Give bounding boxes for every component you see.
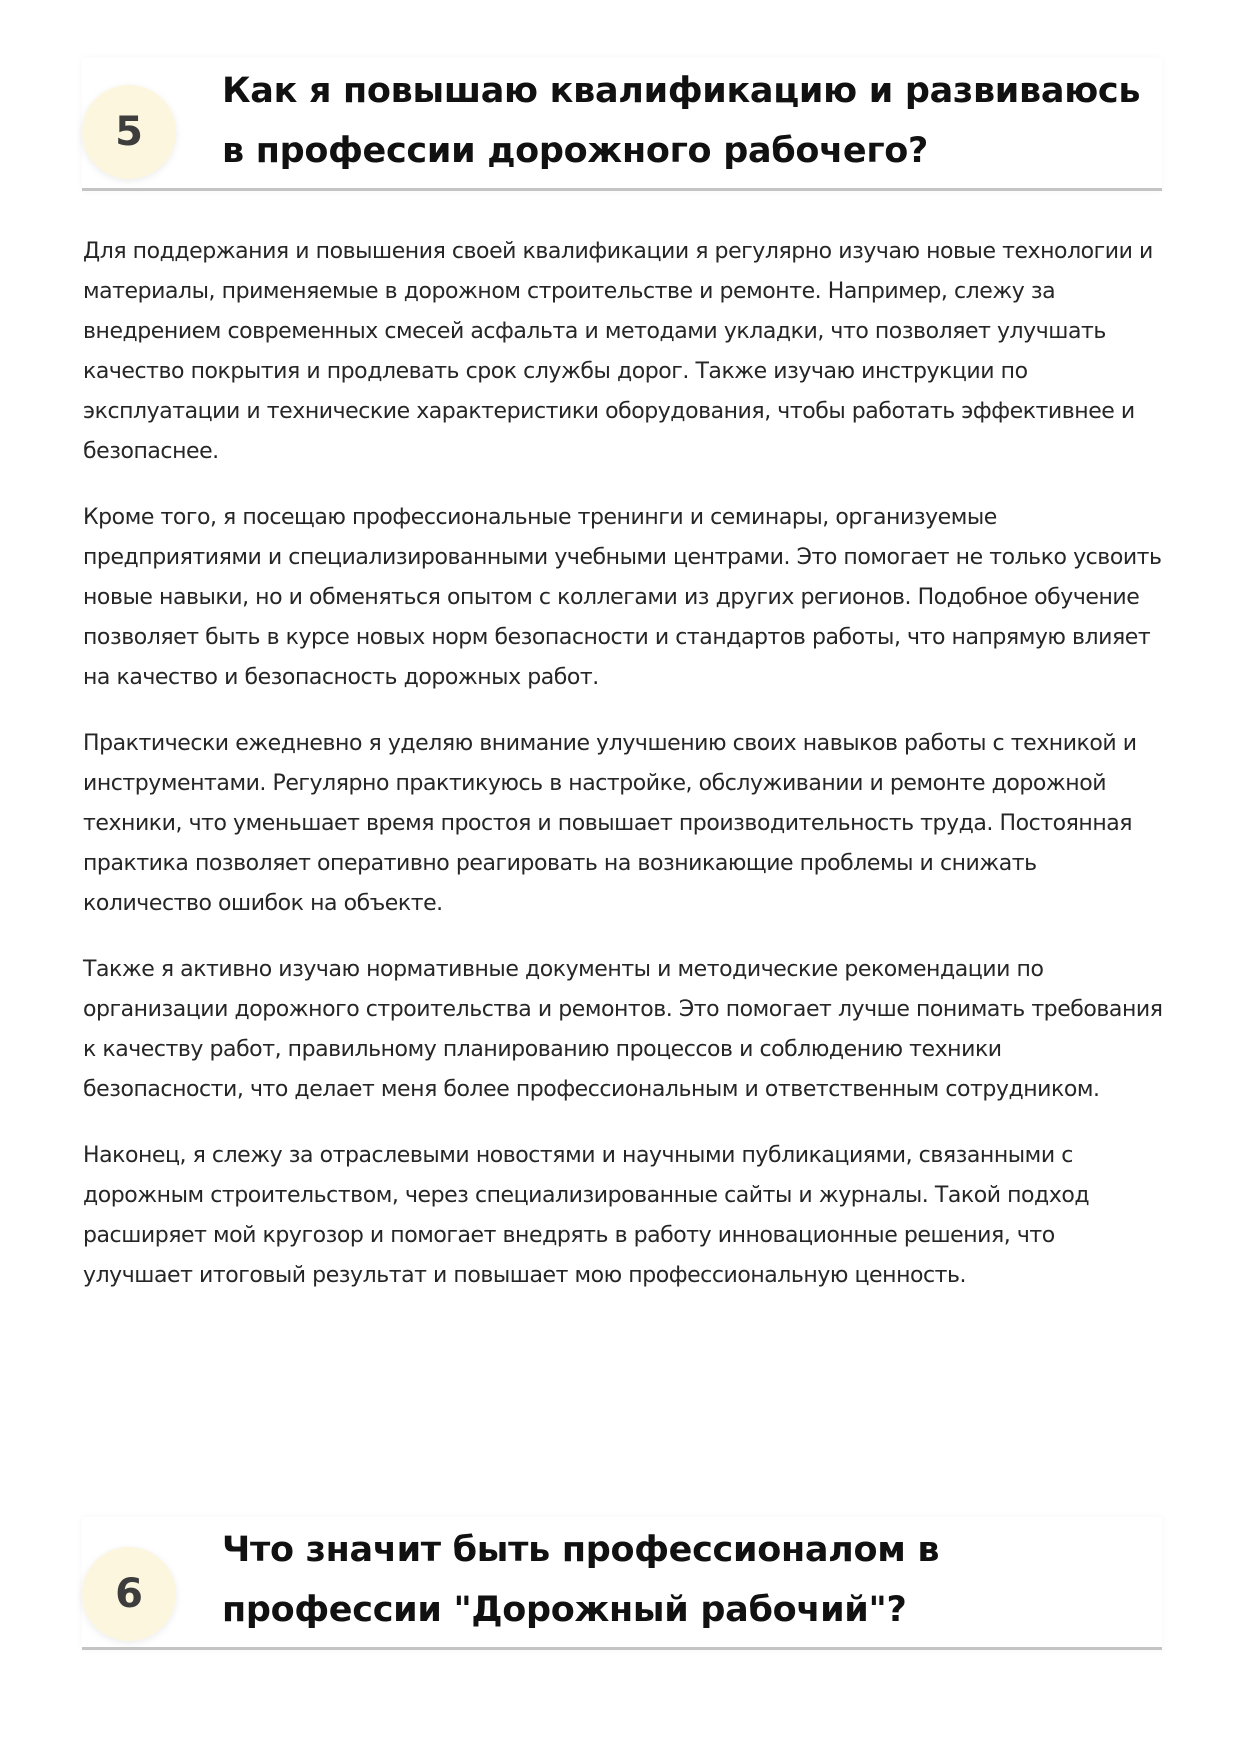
paragraph: Практически ежедневно я уделяю внимание улучшению своих навыков работы с техникой и инструментами. Регулярно практикуюсь в настройке, обслуживании и ремонте дорожной техники, что уменьшает время простоя и повышает производительность труда. Постоянная практика позволяет оперативно реагировать на возникающие проблемы и снижать количество ошибок на объекте. bbox=[83, 731, 1137, 916]
section-header-6 bbox=[82, 1517, 1162, 1650]
section-title: Что значит быть профессионалом в профессии "Дорожный рабочий"? bbox=[222, 1530, 940, 1630]
section-number-badge: 5 bbox=[82, 85, 176, 179]
paragraph: Для поддержания и повышения своей квалификации я регулярно изучаю новые технологии и материалы, применяемые в дорожном строительстве и ремонте. Например, слежу за внедрением современных смесей асфальта и методами укладки, что позволяет улучшать качество покрытия и продлевать срок службы дорог. Также изучаю инструкции по эксплуатации и технические характеристики оборудования, чтобы работать эффективнее и безопаснее. bbox=[83, 239, 1153, 464]
section-header-5 bbox=[82, 58, 1162, 191]
section-number-badge: 6 bbox=[82, 1547, 176, 1641]
paragraph: Кроме того, я посещаю профессиональные тренинги и семинары, организуемые предприятиями и специализированными учебными центрами. Это помогает не только усвоить новые навыки, но и обменяться опытом с коллегами из других регионов. Подобное обучение позволяет быть в курсе новых норм безопасности и стандартов работы, что напрямую влияет на качество и безопасность дорожных работ. bbox=[83, 505, 1162, 690]
paragraph: Также я активно изучаю нормативные документы и методические рекомендации по организации дорожного строительства и ремонтов. Это помогает лучше понимать требования к качеству работ, правильному планированию процессов и соблюдению техники безопасности, что делает меня более профессиональным и ответственным сотрудником. bbox=[83, 957, 1163, 1102]
section-title: Как я повышаю квалификацию и развиваюсь в профессии дорожного рабочего? bbox=[222, 71, 1141, 171]
section-body bbox=[83, 232, 1163, 1322]
paragraph: Наконец, я слежу за отраслевыми новостями и научными публикациями, связанными с дорожным строительством, через специализированные сайты и журналы. Такой подход расширяет мой кругозор и помогает внедрять в работу инновационные решения, что улучшает итоговый результат и повышает мою профессиональную ценность. bbox=[83, 1143, 1090, 1288]
